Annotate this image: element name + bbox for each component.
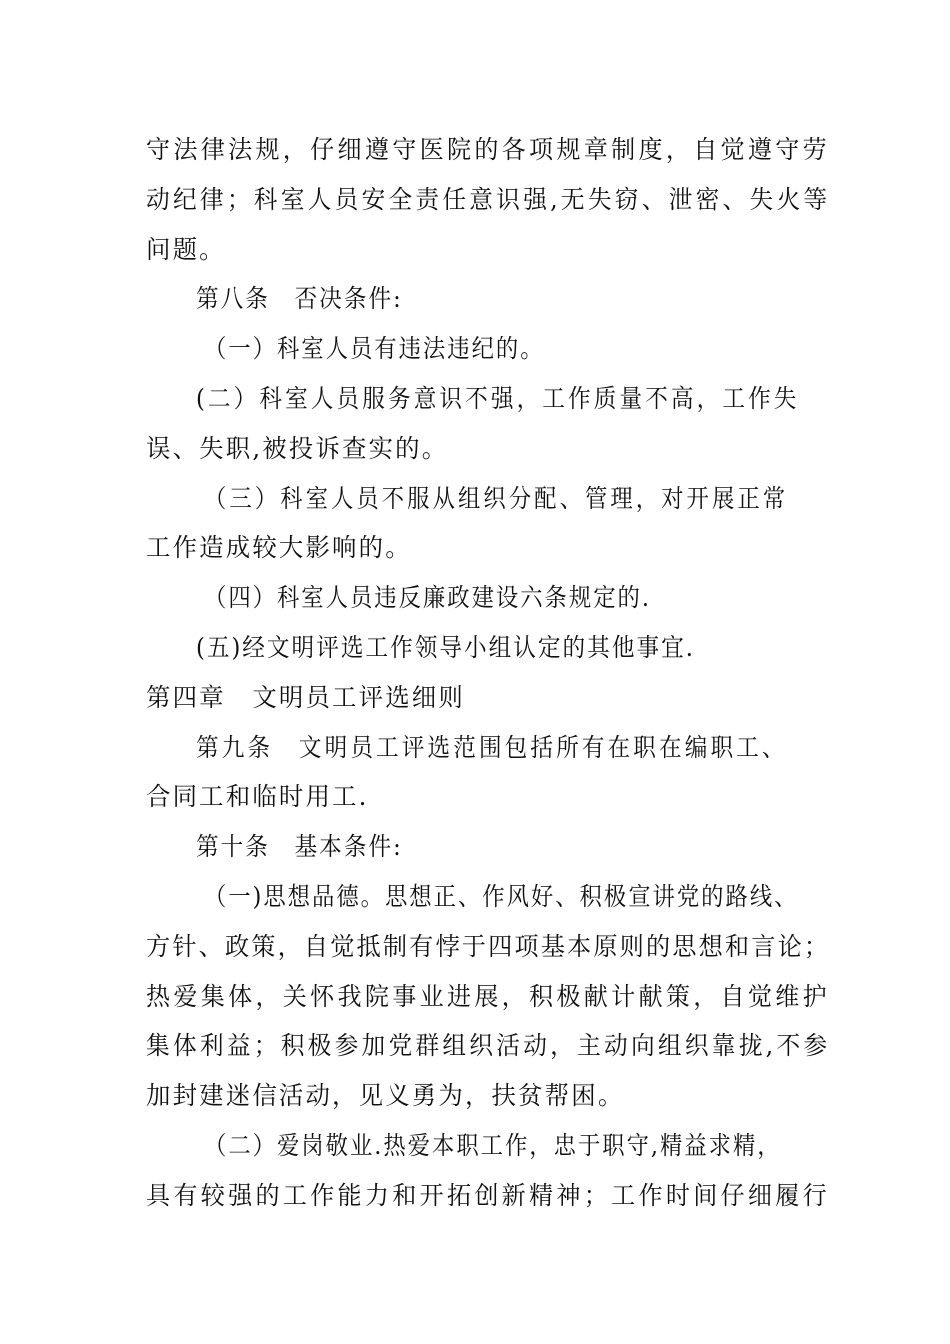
text-line-8: （三）科室人员不服从组织分配、管理，对开展正常 (204, 484, 789, 513)
text-line-5: （一）科室人员有违法违纪的。 (204, 334, 545, 363)
text-line-7: 误、失职,被投诉查实的。 (146, 434, 449, 463)
text-line-22: 具有较强的工作能力和开拓创新精神；工作时间仔细履行 (146, 1181, 831, 1210)
text-line-18: 热爱集体，关怀我院事业进展，积极献计献策，自觉维护 (146, 982, 831, 1011)
text-line-21: （二）爱岗敬业.热爱本职工作，忠于职守,精益求精， (204, 1131, 782, 1160)
text-line-20: 加封建迷信活动，见义勇为，扶贫帮困。 (146, 1081, 625, 1110)
text-line-2: 动纪律；科室人员安全责任意识强,无失窃、泄密、失火等 (146, 185, 831, 214)
text-line-6: (二）科室人员服务意识不强，工作质量不高，工作失 (196, 384, 800, 413)
text-line-9: 工作造成较大影响的。 (146, 533, 412, 562)
article-8-heading: 第八条 否决条件: (196, 284, 403, 313)
text-line-17: 方针、政策，自觉抵制有悖于四项基本原则的思想和言论； (146, 932, 831, 961)
text-line-10: （四）科室人员违反廉政建设六条规定的. (204, 583, 651, 612)
article-9-text: 第九条 文明员工评选范围包括所有在职在编职工、 (196, 733, 788, 762)
text-line-19: 集体利益；积极参加党群组织活动，主动向组织靠拢,不参 (146, 1031, 831, 1060)
text-line-1: 守法律法规，仔细遵守医院的各项规章制度，自觉遵守劳 (146, 135, 831, 164)
text-line-11: (五)经文明评选工作领导小组认定的其他事宜. (196, 633, 695, 662)
text-line-16: （一)思想品德。思想正、作风好、积极宣讲党的路线、 (204, 882, 799, 911)
text-line-14: 合同工和临时用工. (146, 782, 369, 811)
article-10-heading: 第十条 基本条件: (196, 832, 403, 861)
chapter-4-heading: 第四章 文明员工评选细则 (146, 683, 465, 712)
text-line-3: 问题。 (146, 235, 226, 264)
